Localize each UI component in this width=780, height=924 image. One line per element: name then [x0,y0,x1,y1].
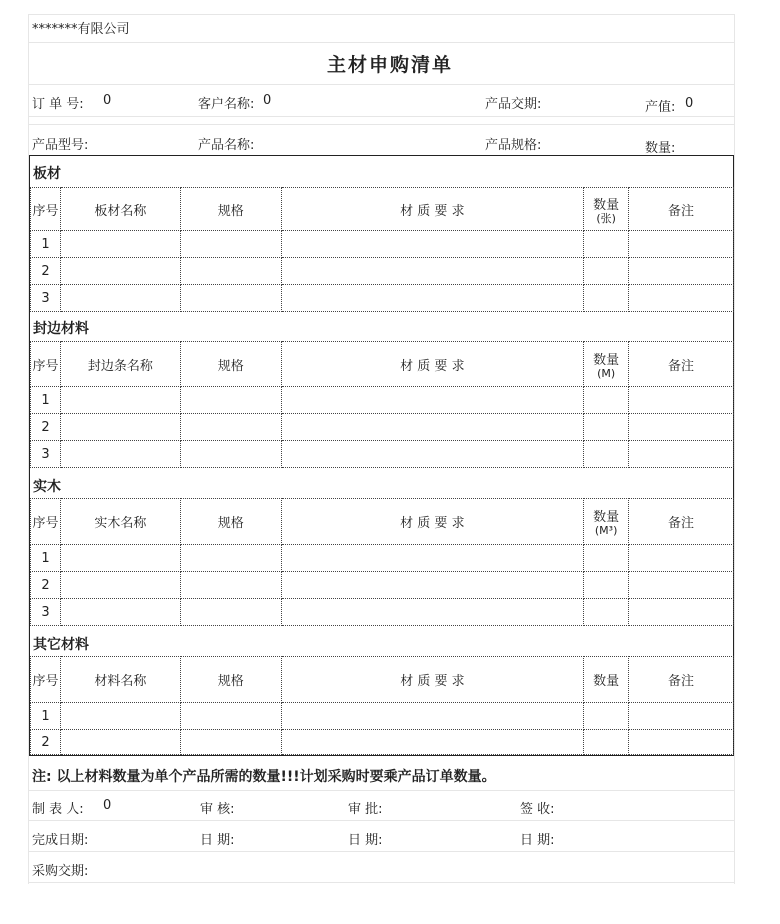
cell[interactable] [281,231,584,258]
header-material: 材 质 要 求 [281,188,584,231]
header-spec: 规格 [180,188,281,231]
table-row [31,387,734,414]
product-name-label: 产品名称: [198,138,255,153]
cell[interactable] [281,730,584,755]
gridline [28,790,734,791]
gridline [28,14,29,884]
header-material: 材 质 要 求 [281,657,584,703]
cell[interactable] [281,703,584,730]
cell[interactable] [584,387,629,414]
receive-label: 签 收: [520,802,555,817]
header-seq: 序号 [31,657,61,703]
model-label: 产品型号: [32,138,89,153]
cell[interactable] [629,258,734,285]
cell[interactable] [281,387,584,414]
row-number: 2 [31,258,61,285]
header-remark: 备注 [629,188,734,231]
cell[interactable] [281,285,584,312]
done-date-label: 完成日期: [32,833,89,848]
cell[interactable] [629,572,734,599]
gridline [28,882,734,883]
table-row [31,441,734,468]
header-name: 封边条名称 [60,342,180,387]
cell[interactable] [180,572,281,599]
table-header-row [31,657,734,703]
header-material: 材 质 要 求 [281,342,584,387]
header-seq: 序号 [31,499,61,545]
cell[interactable] [584,258,629,285]
date-label: 日 期: [200,833,235,848]
gridline [28,42,734,43]
gridline [734,14,735,884]
header-qty [584,342,629,387]
table-row [31,285,734,312]
header-seq: 序号 [31,342,61,387]
solid-wood-table [30,498,734,626]
cell[interactable] [584,572,629,599]
cell[interactable] [629,703,734,730]
cell[interactable] [584,599,629,626]
cell[interactable] [629,545,734,572]
row-number: 2 [31,414,61,441]
header-name: 材料名称 [60,657,180,703]
header-name: 实木名称 [60,499,180,545]
section-title: 其它材料 [33,637,89,653]
qty-unit: (M) [597,366,616,380]
cell[interactable] [180,730,281,755]
output-value[interactable]: 0 [685,96,694,111]
table-header-row [31,499,734,545]
cell[interactable] [180,441,281,468]
qty-label: 数量 [593,352,620,368]
cell[interactable] [629,414,734,441]
review-label: 审 核: [200,802,235,817]
gridline [28,84,734,85]
gridline [28,116,734,117]
cell[interactable] [584,285,629,312]
section-title: 板材 [33,166,61,182]
order-no-value[interactable]: 0 [103,93,112,108]
cell[interactable] [180,599,281,626]
company-name: *******有限公司 [32,22,130,37]
row-number: 1 [31,231,61,258]
spec-label: 产品规格: [485,138,542,153]
cell[interactable] [60,703,180,730]
cell[interactable] [584,231,629,258]
qty-unit: (M³) [594,524,618,537]
cell[interactable] [584,703,629,730]
header-spec: 规格 [180,499,281,545]
gridline [28,820,734,821]
table-row [31,572,734,599]
cell[interactable] [60,599,180,626]
header-qty [584,499,629,545]
other-materials-table [30,656,734,755]
header-name: 板材名称 [60,188,180,231]
quantity-label: 数量: [645,141,676,156]
cell[interactable] [629,599,734,626]
purchase-date-label: 采购交期: [32,864,89,879]
gridline [28,14,734,15]
maker-label: 制 表 人: [32,802,84,817]
table-row [31,599,734,626]
header-remark: 备注 [629,657,734,703]
header-remark: 备注 [629,499,734,545]
header-seq: 序号 [31,188,61,231]
cell[interactable] [629,387,734,414]
order-no-label: 订 单 号: [32,97,84,112]
row-number: 1 [31,703,61,730]
table-row [31,414,734,441]
date-label: 日 期: [520,833,555,848]
table-header-row [31,342,734,387]
cell[interactable] [180,258,281,285]
cell[interactable] [584,545,629,572]
gridline [28,851,734,852]
delivery-label: 产品交期: [485,97,542,112]
row-number: 3 [31,285,61,312]
cell[interactable] [629,285,734,312]
cell[interactable] [281,599,584,626]
cell[interactable] [60,545,180,572]
cell[interactable] [281,572,584,599]
qty-unit: (张) [596,211,616,225]
cell[interactable] [60,441,180,468]
cell[interactable] [180,414,281,441]
page-title: 主材申购清单 [326,54,453,76]
cell[interactable] [60,231,180,258]
cell[interactable] [60,414,180,441]
customer-value[interactable]: 0 [263,93,272,108]
cell[interactable] [60,572,180,599]
header-qty [584,188,629,231]
cell[interactable] [60,730,180,755]
cell[interactable] [584,441,629,468]
table-row [31,258,734,285]
table-header-row [31,188,734,231]
cell[interactable] [281,414,584,441]
cell[interactable] [180,545,281,572]
cell[interactable] [180,231,281,258]
header-spec: 规格 [180,657,281,703]
header-remark: 备注 [629,342,734,387]
cell[interactable] [60,258,180,285]
cell[interactable] [629,441,734,468]
qty-label: 数量 [593,510,620,525]
date-label: 日 期: [348,833,383,848]
row-number: 3 [31,441,61,468]
cell[interactable] [629,730,734,755]
board-table [30,187,734,312]
table-row [31,703,734,730]
header-material: 材 质 要 求 [281,499,584,545]
table-row [31,231,734,258]
cell[interactable] [629,231,734,258]
header-spec: 规格 [180,342,281,387]
maker-value[interactable]: 0 [103,798,112,813]
cell[interactable] [60,387,180,414]
gridline [28,124,734,125]
cell[interactable] [180,285,281,312]
customer-label: 客户名称: [198,97,255,112]
cell[interactable] [281,441,584,468]
cell[interactable] [281,258,584,285]
row-number: 2 [31,572,61,599]
cell[interactable] [180,703,281,730]
section-title: 封边材料 [33,321,89,337]
row-number: 1 [31,387,61,414]
row-number: 1 [31,545,61,572]
section-title: 实木 [33,479,61,495]
row-number: 3 [31,599,61,626]
cell[interactable] [60,285,180,312]
qty-label: 数量 [593,197,620,213]
edge-banding-table [30,341,734,468]
row-number: 2 [31,730,61,755]
cell[interactable] [180,387,281,414]
output-value-label: 产值: [645,100,676,115]
cell[interactable] [281,545,584,572]
footnote: 注: 以上材料数量为单个产品所需的数量!!!计划采购时要乘产品订单数量。 [32,769,496,785]
table-row [31,545,734,572]
cell[interactable] [584,730,629,755]
table-row [31,730,734,755]
cell[interactable] [584,414,629,441]
approve-label: 审 批: [348,802,383,817]
header-qty: 数量 [584,657,629,703]
